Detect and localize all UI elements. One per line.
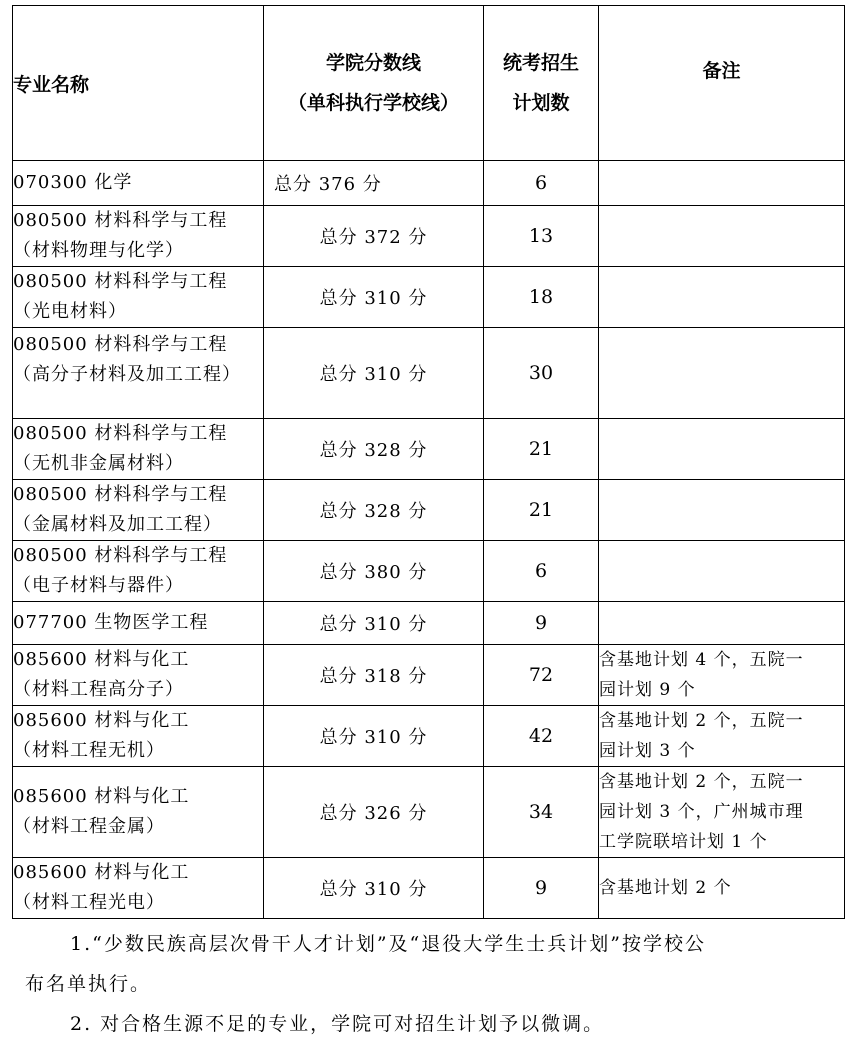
major-name: 080500 材料科学与工程 (13, 210, 228, 231)
plan-cell: 34 (484, 767, 599, 858)
major-cell (13, 706, 264, 767)
note-cell (599, 161, 845, 206)
table-row (13, 419, 845, 480)
major-name: 085600 材料与化工 (13, 862, 190, 883)
major-direction: （光电材料） (13, 301, 127, 322)
header-note: 备注 (599, 6, 845, 161)
note-cell (599, 267, 845, 328)
score-cell: 总分 326 分 (264, 767, 484, 858)
table-row (13, 328, 845, 419)
header-plan-line1: 统考招生 (502, 52, 579, 74)
score-cell: 总分 372 分 (264, 206, 484, 267)
plan-cell: 21 (484, 480, 599, 541)
note-line: 含基地计划 2 个，五院一 (599, 711, 804, 731)
major-direction: （材料工程光电） (13, 892, 165, 913)
score-cell: 总分 310 分 (264, 858, 484, 919)
major-cell (13, 541, 264, 602)
admission-score-table (12, 5, 845, 919)
major-direction: （金属材料及加工工程） (13, 514, 222, 535)
note-line: 园计划 9 个 (599, 680, 696, 700)
score-cell: 总分 328 分 (264, 480, 484, 541)
plan-cell: 18 (484, 267, 599, 328)
major-cell (13, 645, 264, 706)
plan-cell: 21 (484, 419, 599, 480)
major-cell (13, 161, 264, 206)
note-line: 园计划 3 个 (599, 741, 696, 761)
plan-cell: 9 (484, 602, 599, 645)
major-direction: （无机非金属材料） (13, 453, 184, 474)
note-cell (599, 328, 845, 419)
major-cell (13, 480, 264, 541)
header-plan-line2: 计划数 (512, 92, 570, 114)
note-line: 含基地计划 2 个 (599, 878, 732, 898)
table-row (13, 480, 845, 541)
footnote-1-line1: 1.“少数民族高层次骨干人才计划”及“退役大学生士兵计划”按学校公 (70, 933, 706, 955)
plan-cell: 30 (484, 328, 599, 419)
header-score-line1: 学院分数线 (325, 52, 421, 74)
table-row (13, 161, 845, 206)
score-cell: 总分 310 分 (264, 706, 484, 767)
table-row (13, 602, 845, 645)
note-cell (599, 706, 845, 767)
header-score (264, 6, 484, 161)
major-cell (13, 767, 264, 858)
header-plan (484, 6, 599, 161)
major-direction: （材料工程无机） (13, 740, 165, 761)
major-cell (13, 206, 264, 267)
table-row (13, 206, 845, 267)
major-name: 080500 材料科学与工程 (13, 334, 228, 355)
header-score-line2: （单科执行学校线） (287, 92, 459, 114)
note-line: 含基地计划 2 个，五院一 (599, 772, 804, 792)
table-row (13, 645, 845, 706)
plan-cell: 42 (484, 706, 599, 767)
major-cell (13, 602, 264, 645)
table-row (13, 267, 845, 328)
footnote-1-line2: 布名单执行。 (25, 973, 152, 995)
score-cell: 总分 310 分 (264, 267, 484, 328)
major-name: 085600 材料与化工 (13, 649, 190, 670)
table-row (13, 541, 845, 602)
plan-cell: 72 (484, 645, 599, 706)
score-cell: 总分 328 分 (264, 419, 484, 480)
major-direction: （材料工程金属） (13, 816, 165, 837)
major-direction: （材料物理与化学） (13, 240, 184, 261)
note-cell (599, 480, 845, 541)
major-cell (13, 858, 264, 919)
table-row (13, 858, 845, 919)
major-name: 080500 材料科学与工程 (13, 271, 228, 292)
major-name: 080500 材料科学与工程 (13, 545, 228, 566)
major-cell (13, 267, 264, 328)
major-name: 085600 材料与化工 (13, 710, 190, 731)
note-cell (599, 419, 845, 480)
major-cell (13, 419, 264, 480)
major-name: 070300 化学 (13, 172, 133, 193)
score-cell: 总分 380 分 (264, 541, 484, 602)
plan-cell: 9 (484, 858, 599, 919)
major-direction: （材料工程高分子） (13, 679, 184, 700)
major-name: 080500 材料科学与工程 (13, 423, 228, 444)
score-cell: 总分 310 分 (264, 328, 484, 419)
major-name: 077700 生物医学工程 (13, 612, 209, 633)
note-cell (599, 206, 845, 267)
major-name: 080500 材料科学与工程 (13, 484, 228, 505)
note-cell (599, 541, 845, 602)
major-cell (13, 328, 264, 419)
footnote-2: 2. 对合格生源不足的专业，学院可对招生计划予以微调。 (70, 1013, 605, 1035)
table-row (13, 767, 845, 858)
header-major: 专业名称 (13, 6, 264, 161)
footnotes (25, 924, 825, 1044)
plan-cell: 6 (484, 541, 599, 602)
major-direction: （高分子材料及加工工程） (13, 364, 241, 385)
note-cell (599, 645, 845, 706)
score-cell: 总分 376 分 (264, 161, 484, 206)
note-line: 工学院联培计划 1 个 (599, 832, 768, 852)
major-name: 085600 材料与化工 (13, 786, 190, 807)
score-cell: 总分 318 分 (264, 645, 484, 706)
note-cell (599, 858, 845, 919)
note-line: 含基地计划 4 个，五院一 (599, 650, 804, 670)
table-header-row (13, 6, 845, 161)
note-cell (599, 602, 845, 645)
table-row (13, 706, 845, 767)
score-cell: 总分 310 分 (264, 602, 484, 645)
plan-cell: 13 (484, 206, 599, 267)
major-direction: （电子材料与器件） (13, 575, 184, 596)
note-cell (599, 767, 845, 858)
note-line: 园计划 3 个，广州城市理 (599, 802, 804, 822)
plan-cell: 6 (484, 161, 599, 206)
